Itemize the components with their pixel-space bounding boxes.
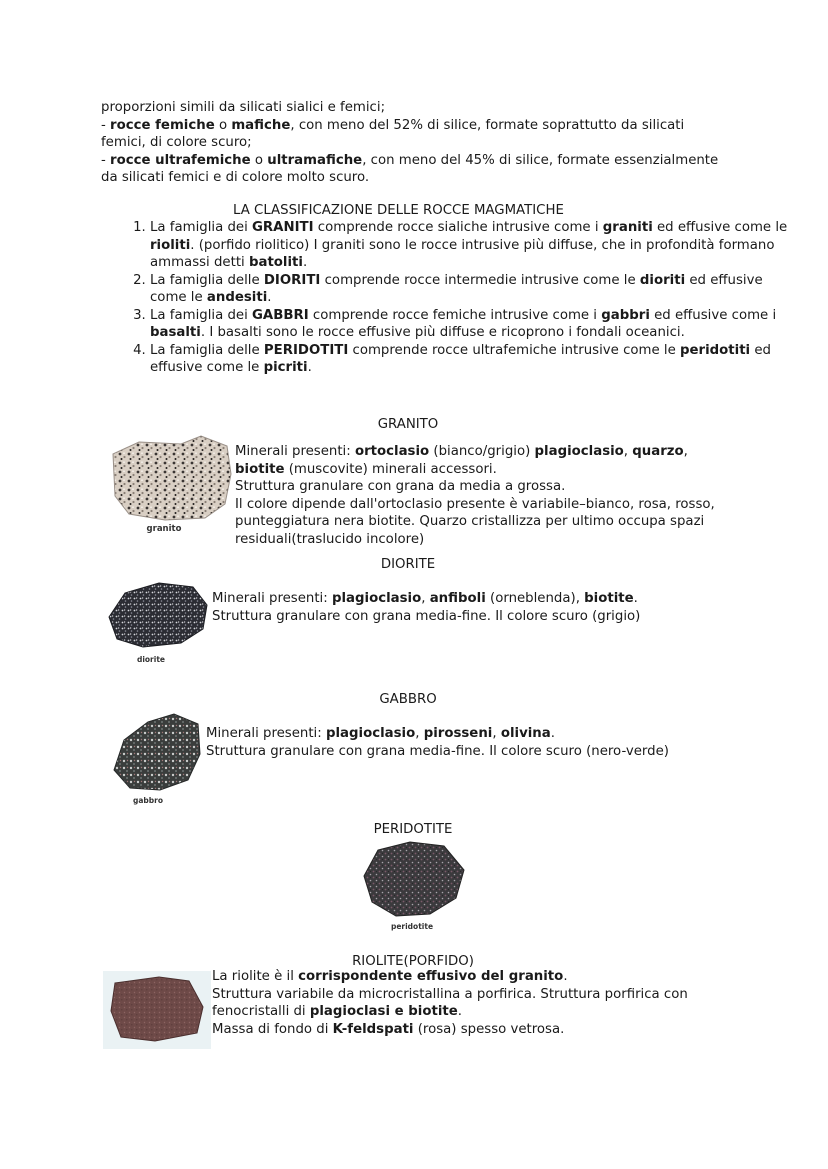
gabbro-title: GABBRO [379,692,437,707]
granito-line-3: Struttura granulare con grana da media a grossa. [235,479,566,494]
ultrafemiche-line: - rocce ultrafemiche o ultramafiche, con meno del 45% di silice, formate essenzialmente [101,152,719,168]
femiche-line-cont: femici, di colore scuro; [101,135,252,150]
granito-caption: granito [146,524,182,534]
gabbro-image [108,710,204,805]
femiche-line: - rocce femiche o mafiche, con meno del 52% di silice, formate soprattutto da silicati [101,117,685,133]
gabbro-description [206,725,669,760]
families-list [101,219,790,377]
riolite-line-3: fenocristalli di plagioclasi e biotite. [212,1004,463,1019]
granito-description [235,443,715,548]
granito-image [109,434,233,534]
peridotite-title: PERIDOTITE [373,822,453,837]
riolite-line-4: Massa di fondo di K-feldspati (rosa) spesso vetrosa. [212,1021,565,1037]
granito-line-4: Il colore dipende dall'ortoclasio presente è variabile–bianco, rosa, rosso, [235,496,715,512]
gabbro-line-2: Struttura granulare con grana media-fine. Il colore scuro (nero-verde) [206,743,669,759]
diorite-description [212,590,640,625]
riolite-description [212,968,688,1038]
family-peridotiti: 4. La famiglia delle PERIDOTITI comprende rocce ultrafemiche intrusive come le peridotiti ed effusive come le picriti. [150,342,790,377]
diorite-image [103,579,211,664]
granito-line-2: biotite (muscovite) minerali accessori. [235,461,497,477]
family-gabbri: 3. La famiglia dei GABBRI comprende rocce femiche intrusive come i gabbri ed effusive come i basalti. I basalti sono le rocce effusive più diffuse e ricoprono i fondali oceanici. [150,307,790,342]
granito-title: GRANITO [377,417,439,432]
riolite-title: RIOLITE(PORFIDO) [352,954,474,969]
family-graniti: 1. La famiglia dei GRANITI comprende rocce sialiche intrusive come i graniti ed effusive come le rioliti. (porfido riolitico) I graniti sono le rocce intrusive più diffuse, che in profondità formano ammassi detti batoliti. [150,219,790,272]
gabbro-line-1: Minerali presenti: plagioclasio, pirosseni, olivina. [206,726,555,741]
riolite-line-2: Struttura variabile da microcristallina a porfirica. Struttura porfirica con [212,986,688,1002]
gabbro-caption: gabbro [132,796,164,805]
intro-block [101,99,718,187]
riolite-line-1: La riolite è il corrispondente effusivo del granito. [212,969,568,984]
granito-line-6: residuali(traslucido incolore) [235,531,425,547]
peridotite-image [360,840,466,931]
riolite-image [103,971,211,1049]
diorite-line-2: Struttura granulare con grana media-fine. Il colore scuro (grigio) [212,608,641,624]
granito-line-1: Minerali presenti: ortoclasio (bianco/grigio) plagioclasio, quarzo, [235,444,688,459]
diorite-caption: diorite [136,655,166,664]
intro-line-1: proporzioni simili da silicati sialici e femici; [101,100,386,115]
ultrafemiche-line-cont: da silicati femici e di colore molto scuro. [101,170,370,185]
family-dioriti: 2. La famiglia delle DIORITI comprende rocce intermedie intrusive come le dioriti ed effusive come le andesiti. [150,272,790,307]
granito-line-5: punteggiatura nera biotite. Quarzo cristallizza per ultimo occupa spazi [235,514,705,529]
diorite-line-1: Minerali presenti: plagioclasio, anfiboli (orneblenda), biotite. [212,591,638,606]
classification-title: LA CLASSIFICAZIONE DELLE ROCCE MAGMATICHE [233,203,564,218]
diorite-title: DIORITE [380,557,436,572]
peridotite-caption: peridotite [390,922,434,931]
